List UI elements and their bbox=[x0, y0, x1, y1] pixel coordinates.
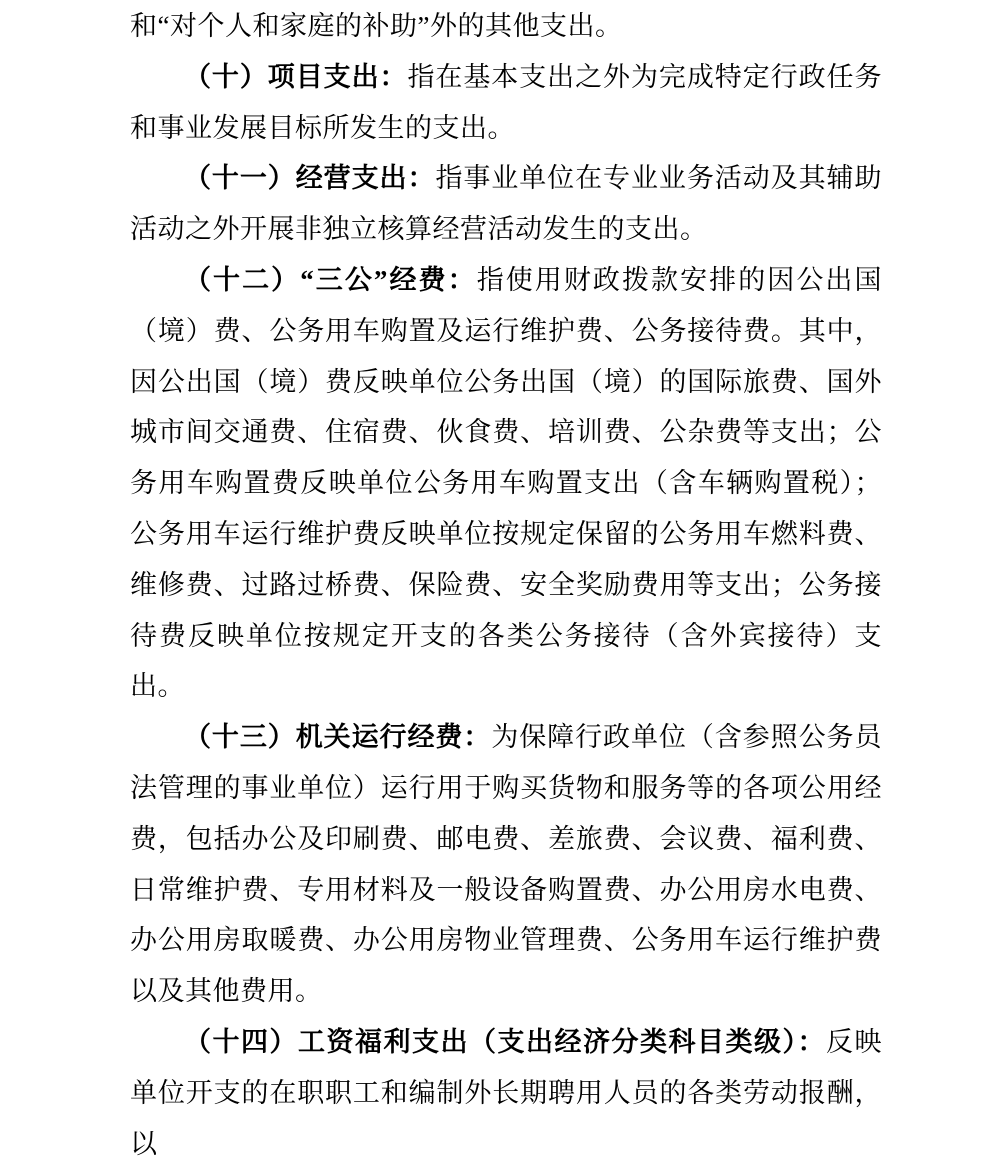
document-body bbox=[130, 1, 882, 1169]
text-run: 和“对个人和家庭的补助”外的其他支出。 bbox=[130, 11, 623, 41]
text-run: 为保障行政单位（含参照公务员法管理的事业单位）运行用于购买货物和服务等的各项公用经费，包括办公及印刷费、邮电费、差旅费、会议费、福利费、日常维护费、专用材料及一般设备购置费、办公用房水电费、办公用房取暖费、办公用房物业管理费、公务用车运行维护费以及其他费用。 bbox=[130, 722, 882, 1007]
paragraph bbox=[130, 1, 882, 52]
term-heading: （十二）“三公”经费： bbox=[184, 264, 477, 295]
paragraph bbox=[130, 1017, 882, 1169]
paragraph bbox=[130, 52, 882, 154]
paragraph bbox=[130, 153, 882, 255]
paragraph bbox=[130, 712, 882, 1017]
text-run: 指在基本支出之外为完成特定行政任务和事业发展目标所发生的支出。 bbox=[130, 61, 882, 143]
text-run: 指使用财政拨款安排的因公出国（境）费、公务用车购置及运行维护费、公务接待费。其中，因公出国（境）费反映单位公务出国（境）的国际旅费、国外城市间交通费、住宿费、伙食费、培训费、公杂费等支出；公务用车购置费反映单位公务用车购置支出（含车辆购置税）；公务用车运行维护费反映单位按规定保留的公务用车燃料费、维修费、过路过桥费、保险费、安全奖励费用等支出；公务接待费反映单位按规定开支的各类公务接待（含外宾接待）支出。 bbox=[130, 264, 882, 702]
text-run: 指事业单位在专业业务活动及其辅助活动之外开展非独立核算经营活动发生的支出。 bbox=[130, 163, 882, 245]
term-heading: （十四）工资福利支出（支出经济分类科目类级）： bbox=[184, 1026, 826, 1057]
text-run: 反映单位开支的在职职工和编制外长期聘用人员的各类劳动报酬，以 bbox=[130, 1026, 882, 1159]
term-heading: （十）项目支出： bbox=[184, 61, 408, 92]
term-heading: （十三）机关运行经费： bbox=[184, 722, 492, 753]
term-heading: （十一）经营支出： bbox=[184, 163, 436, 194]
paragraph bbox=[130, 255, 882, 712]
